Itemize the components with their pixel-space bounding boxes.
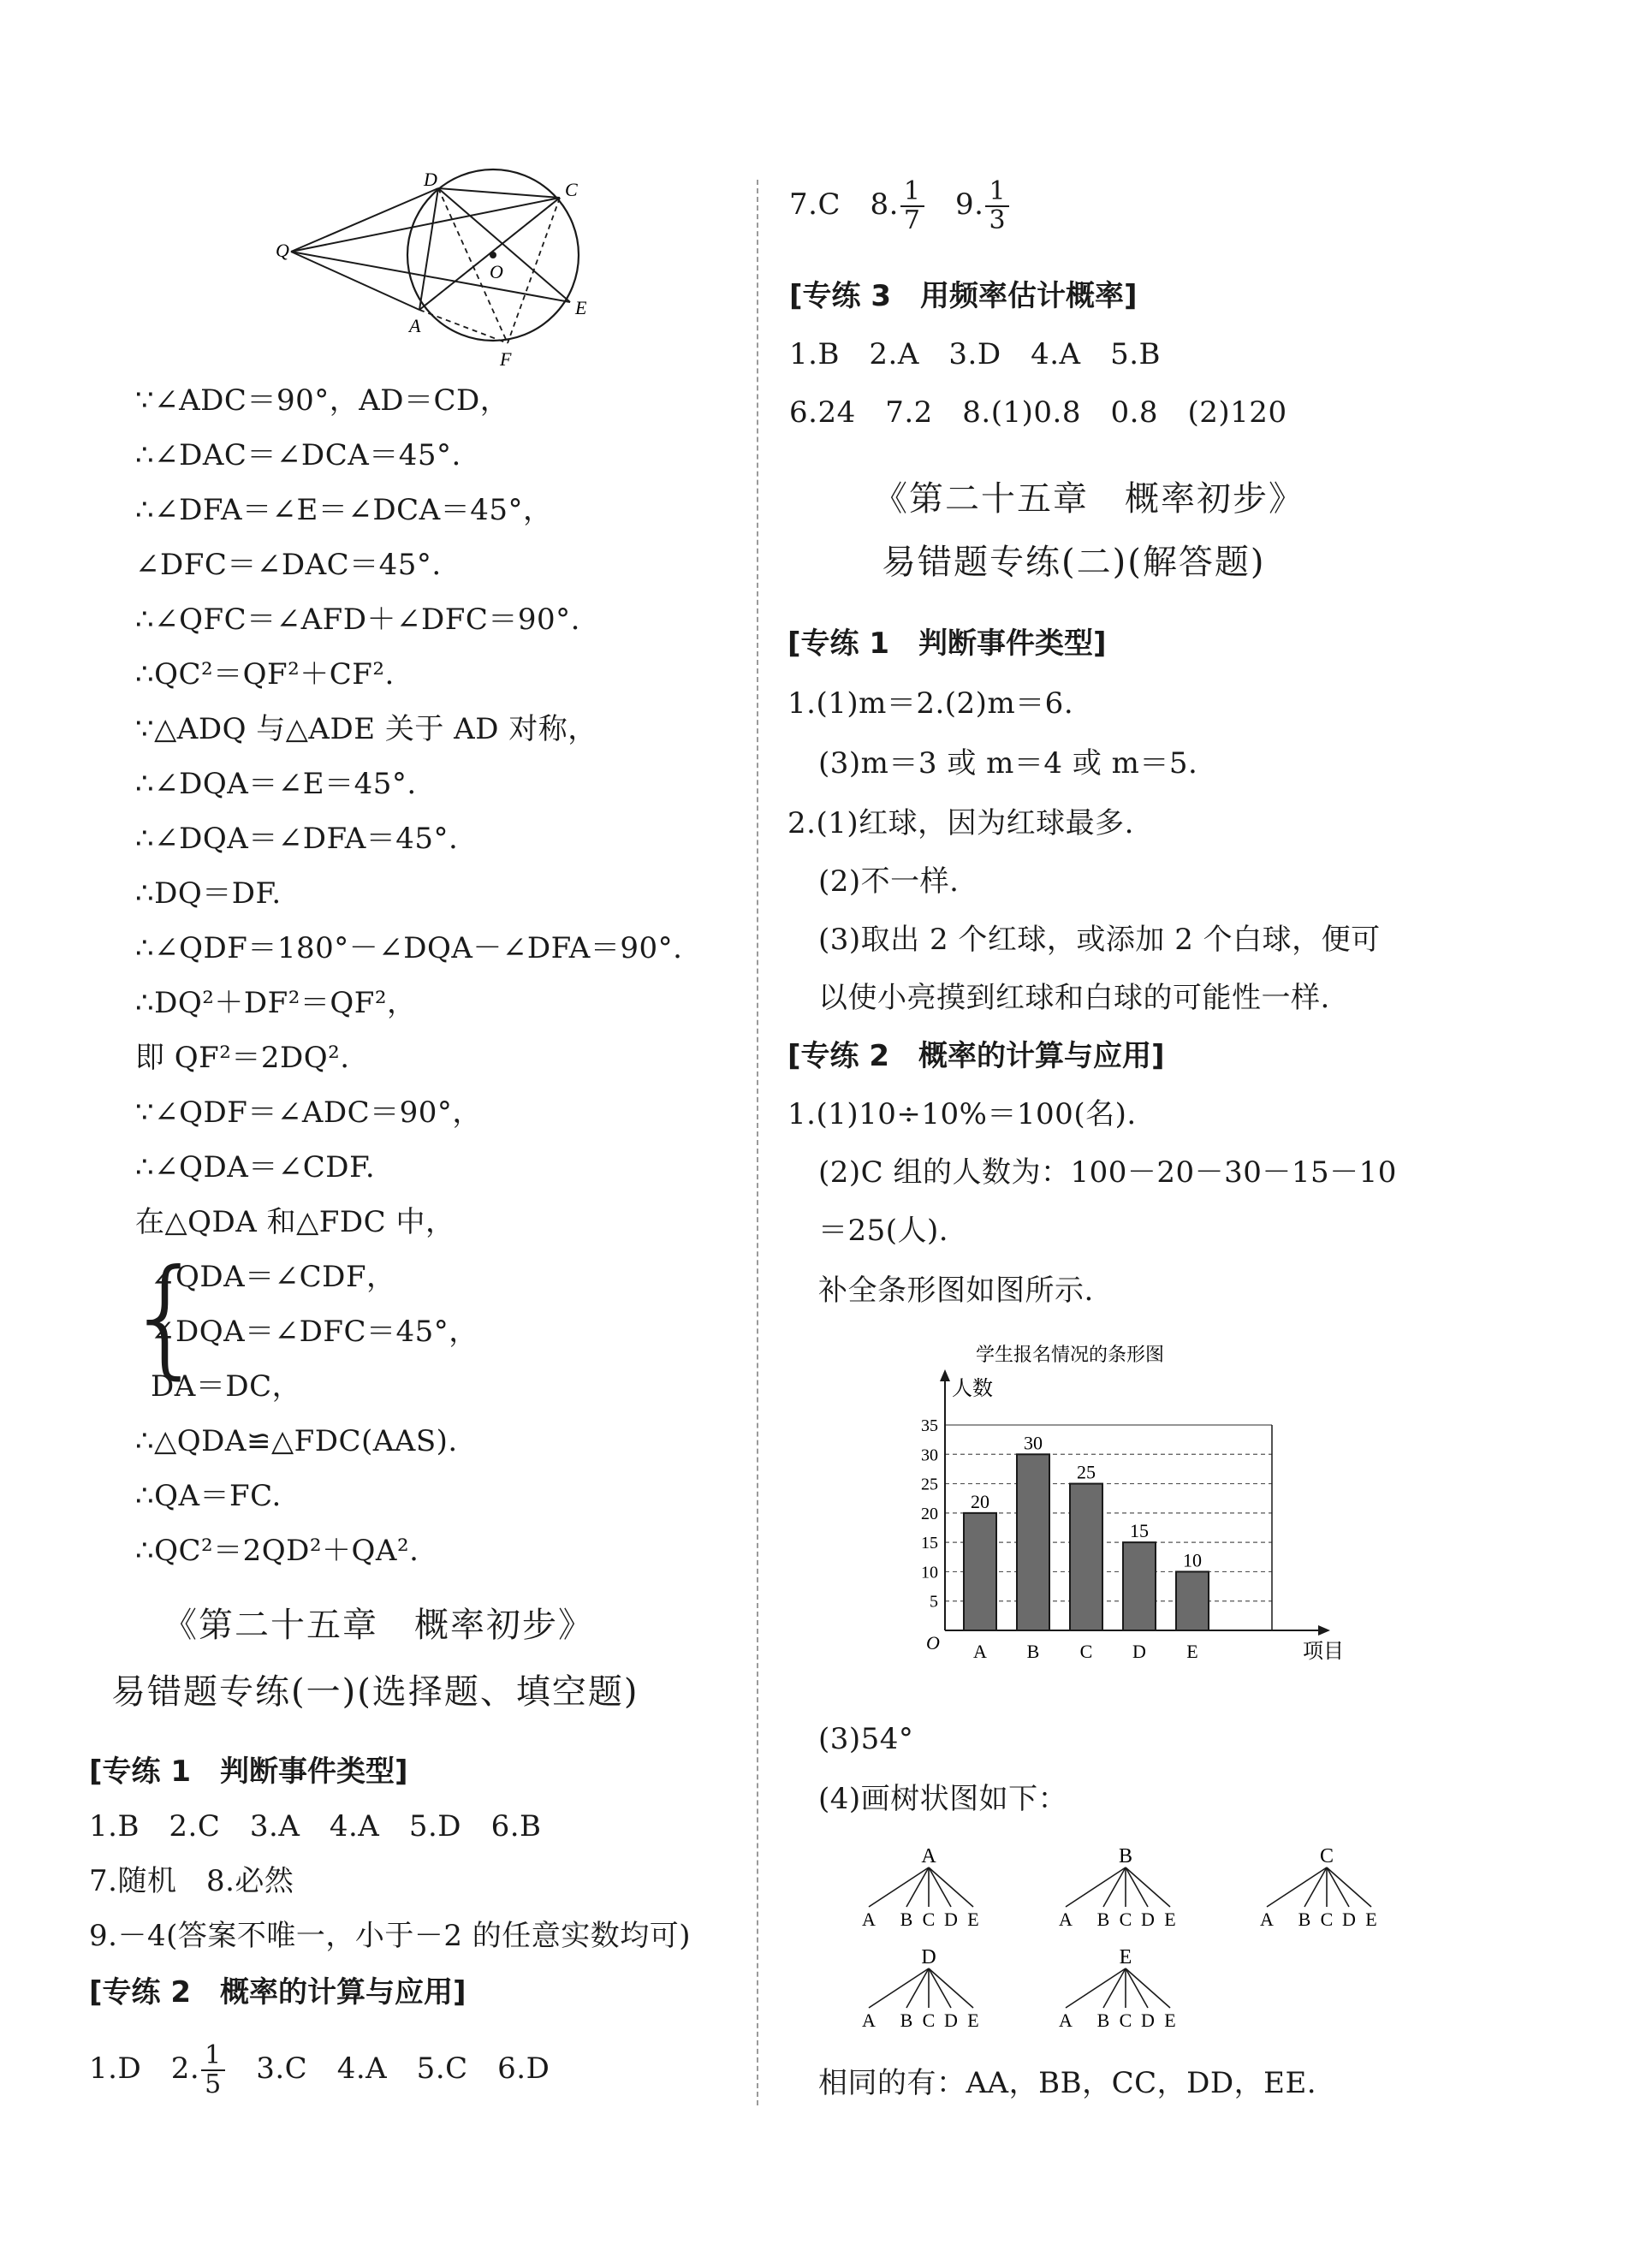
- geometry-figure: [265, 167, 608, 372]
- y-tick-label: 30: [921, 1446, 938, 1465]
- tree-branch: [929, 1867, 951, 1907]
- answer-line: (2)不一样.: [818, 864, 960, 899]
- answer-text: 1.D 2.: [89, 2051, 200, 2086]
- tree-root: D: [921, 1946, 936, 1968]
- right-column: [762, 0, 1652, 2268]
- tree-branch: [1126, 1968, 1148, 2008]
- answer-line: ＝25(人).: [818, 1214, 949, 1248]
- fraction-numerator: 1: [900, 178, 924, 207]
- proof-line: ∴DQ²＋DF²＝QF²，: [135, 986, 417, 1020]
- brace-line: ∠QDA＝∠CDF，: [151, 1260, 396, 1294]
- answer-line: [89, 2042, 550, 2099]
- tree-leaf: B: [1096, 1909, 1110, 1930]
- tree-leaf: B: [900, 2010, 913, 2031]
- proof-line: ∴∠QFC＝∠AFD＋∠DFC＝90°.: [135, 603, 580, 637]
- geometry-label: E: [575, 297, 587, 318]
- tree-diagram: [813, 1840, 1429, 2054]
- tree-branch: [1267, 1867, 1327, 1907]
- y-tick-label: 25: [921, 1475, 938, 1494]
- tree-leaf: E: [1365, 1909, 1377, 1930]
- tree-branch: [1066, 1968, 1126, 2008]
- tree-branch: [1327, 1867, 1371, 1907]
- answer-line: (2)C 组的人数为：100－20－30－15－10: [818, 1155, 1397, 1190]
- answer-line: 2.(1)红球，因为红球最多.: [787, 806, 1134, 840]
- tree-leaf: A: [1260, 1909, 1274, 1930]
- fraction-numerator: 1: [201, 2042, 225, 2071]
- section-heading: [专练 1 判断事件类型]: [787, 626, 1107, 661]
- x-tick-label: E: [1186, 1641, 1198, 1662]
- tree-leaf: C: [1119, 1909, 1132, 1930]
- tree-leaf: E: [967, 2010, 979, 2031]
- tree-leaf: B: [1298, 1909, 1311, 1930]
- y-tick-label: 20: [921, 1504, 938, 1523]
- answer-line: 1.(1)m＝2.(2)m＝6.: [787, 686, 1074, 721]
- answer-text: 9.: [955, 187, 984, 222]
- tree-leaf: D: [944, 1909, 958, 1930]
- proof-line: ∵∠ADC＝90°，AD＝CD，: [135, 383, 510, 418]
- tree-leaf: C: [1119, 2010, 1132, 2031]
- bar-value-label: 20: [971, 1490, 989, 1512]
- brace-line: DA＝DC，: [151, 1369, 302, 1404]
- tree-branch: [929, 1968, 973, 2008]
- x-tick-label: B: [1026, 1641, 1040, 1662]
- tree-branch: [929, 1867, 973, 1907]
- proof-line: ∴∠DQA＝∠E＝45°.: [135, 767, 417, 801]
- proof-line: ∴∠DFA＝∠E＝∠DCA＝45°，: [135, 493, 553, 527]
- bar-value-label: 25: [1077, 1461, 1096, 1483]
- answer-line: 以使小亮摸到红球和白球的可能性一样.: [818, 981, 1330, 1015]
- tree-branch: [1304, 1867, 1327, 1907]
- answer-line: (3)54°: [818, 1722, 914, 1756]
- x-tick-label: D: [1132, 1641, 1146, 1662]
- section-heading: [专练 2 概率的计算与应用]: [787, 1039, 1165, 1073]
- tree-leaf: D: [1141, 1909, 1155, 1930]
- tree-leaf: E: [1164, 2010, 1176, 2031]
- bar-value-label: 15: [1130, 1520, 1149, 1542]
- fraction: [900, 178, 924, 235]
- geometry-label: Q: [276, 240, 289, 261]
- tree-leaf: D: [1342, 1909, 1356, 1930]
- tree-branch: [869, 1867, 929, 1907]
- proof-line: ∴QA＝FC.: [135, 1479, 282, 1513]
- answer-line: (3)取出 2 个红球，或添加 2 个白球，便可: [818, 923, 1381, 957]
- tree-branch: [906, 1867, 929, 1907]
- column-divider: [757, 180, 758, 2105]
- answer-line: 相同的有：AA，BB，CC，DD，EE.: [818, 2066, 1317, 2100]
- bar: [1123, 1542, 1156, 1630]
- answer-line: (4)画树状图如下：: [818, 1782, 1068, 1816]
- proof-line: ∠DFC＝∠DAC＝45°.: [135, 548, 442, 582]
- proof-line: ∴∠DAC＝∠DCA＝45°.: [135, 438, 461, 472]
- geometry-label: C: [565, 179, 578, 200]
- y-tick-label: 15: [921, 1534, 938, 1553]
- proof-line: ∵△ADQ 与△ADE 关于 AD 对称，: [135, 712, 597, 746]
- bar: [1176, 1571, 1209, 1630]
- tree-leaf: A: [862, 2010, 876, 2031]
- bar-value-label: 30: [1024, 1432, 1043, 1454]
- bar-value-label: 10: [1183, 1549, 1202, 1571]
- answer-line: (3)m＝3 或 m＝4 或 m＝5.: [818, 746, 1198, 781]
- bar: [1070, 1484, 1102, 1630]
- tree-branch: [1126, 1867, 1170, 1907]
- answer-text: 7.C 8.: [789, 187, 899, 222]
- answer-line: 1.B 2.C 3.A 4.A 5.D 6.B: [89, 1809, 542, 1843]
- y-axis-label: 人数: [952, 1378, 993, 1400]
- tree-branch: [869, 1968, 929, 2008]
- tree-leaf: D: [1141, 2010, 1155, 2031]
- tree-branch: [906, 1968, 929, 2008]
- geometry-label: A: [409, 315, 421, 336]
- x-tick-label: C: [1079, 1641, 1093, 1662]
- geometry-label: F: [500, 348, 512, 370]
- tree-leaf: B: [1096, 2010, 1110, 2031]
- tree-branch: [1126, 1968, 1170, 2008]
- tree-leaf: A: [1059, 2010, 1073, 2031]
- tree-leaf: C: [1320, 1909, 1334, 1930]
- geometry-label: D: [424, 169, 437, 190]
- proof-line: ∵∠QDF＝∠ADC＝90°，: [135, 1095, 482, 1130]
- left-brace: {: [125, 1243, 207, 1392]
- y-tick-label: 10: [921, 1563, 938, 1582]
- tree-leaf: A: [862, 1909, 876, 1930]
- answer-line: 6.24 7.2 8.(1)0.8 0.8 (2)120: [789, 395, 1287, 430]
- answer-line: 1.(1)10÷10%＝100(名).: [787, 1097, 1137, 1131]
- y-axis-arrow: [940, 1369, 950, 1381]
- answer-line: [789, 178, 1011, 235]
- proof-line: ∴△QDA≌△FDC(AAS).: [135, 1424, 458, 1458]
- answer-line: 1.B 2.A 3.D 4.A 5.B: [789, 337, 1162, 371]
- tree-root: E: [1119, 1946, 1132, 1968]
- bar: [1017, 1454, 1049, 1630]
- tree-root: A: [921, 1845, 936, 1867]
- section-heading: [专练 3 用频率估计概率]: [789, 279, 1138, 313]
- bar: [964, 1513, 996, 1630]
- chapter-subtitle: 易错题专练(二)(解答题): [882, 543, 1266, 582]
- x-axis-label: 项目: [1303, 1641, 1344, 1663]
- tree-leaf: A: [1059, 1909, 1073, 1930]
- proof-line: 在△QDA 和△FDC 中，: [135, 1205, 455, 1239]
- tree-branch: [1103, 1968, 1126, 2008]
- tree-leaf: D: [944, 2010, 958, 2031]
- answer-text: 3.C 4.A 5.C 6.D: [256, 2051, 550, 2086]
- y-tick-label: 5: [930, 1592, 938, 1612]
- y-tick-label: 35: [921, 1416, 938, 1435]
- fraction: [201, 2042, 225, 2099]
- tree-root: C: [1319, 1845, 1334, 1867]
- fraction-numerator: 1: [985, 178, 1009, 207]
- origin-label: O: [926, 1632, 940, 1654]
- proof-line: ∴∠QDA＝∠CDF.: [135, 1150, 376, 1184]
- brace-line: ∠DQA＝∠DFC＝45°，: [151, 1315, 478, 1349]
- proof-line: ∴QC²＝2QD²＋QA².: [135, 1534, 419, 1568]
- proof-line: ∴∠DQA＝∠DFA＝45°.: [135, 822, 459, 856]
- x-axis-arrow: [1318, 1625, 1330, 1636]
- proof-line: ∴DQ＝DF.: [135, 876, 282, 911]
- tree-leaf: C: [922, 1909, 936, 1930]
- chapter-subtitle: 易错题专练(一)(选择题、填空题): [111, 1672, 639, 1712]
- geometry-label: O: [490, 261, 503, 282]
- left-column: [0, 0, 753, 2268]
- bar-chart: [890, 1335, 1344, 1669]
- tree-branch: [1066, 1867, 1126, 1907]
- tree-leaf: E: [1164, 1909, 1176, 1930]
- fraction-denominator: 5: [205, 2069, 222, 2099]
- fraction-denominator: 3: [989, 205, 1007, 235]
- tree-leaf: C: [922, 2010, 936, 2031]
- proof-line: ∴∠QDF＝180°－∠DQA－∠DFA＝90°.: [135, 931, 683, 965]
- answer-line: 7.随机 8.必然: [89, 1864, 294, 1898]
- tree-leaf: E: [967, 1909, 979, 1930]
- fraction-denominator: 7: [903, 205, 921, 235]
- tree-leaf: B: [900, 1909, 913, 1930]
- section-heading: [专练 1 判断事件类型]: [89, 1754, 408, 1789]
- answer-line: 9.－4(答案不唯一，小于－2 的任意实数均可): [89, 1919, 692, 1953]
- chapter-title: 《第二十五章 概率初步》: [163, 1606, 594, 1645]
- tree-root: B: [1118, 1845, 1133, 1867]
- proof-line: 即 QF²＝2DQ².: [135, 1041, 350, 1075]
- proof-line: ∴QC²＝QF²＋CF².: [135, 657, 395, 692]
- tree-branch: [1126, 1867, 1148, 1907]
- chapter-title: 《第二十五章 概率初步》: [873, 479, 1304, 519]
- fraction: [985, 178, 1009, 235]
- x-tick-label: A: [973, 1641, 987, 1662]
- tree-branch: [1327, 1867, 1349, 1907]
- tree-branch: [929, 1968, 951, 2008]
- chart-title: 学生报名情况的条形图: [975, 1344, 1165, 1365]
- section-heading: [专练 2 概率的计算与应用]: [89, 1975, 466, 2010]
- answer-line: 补全条形图如图所示.: [818, 1274, 1094, 1308]
- tree-branch: [1103, 1867, 1126, 1907]
